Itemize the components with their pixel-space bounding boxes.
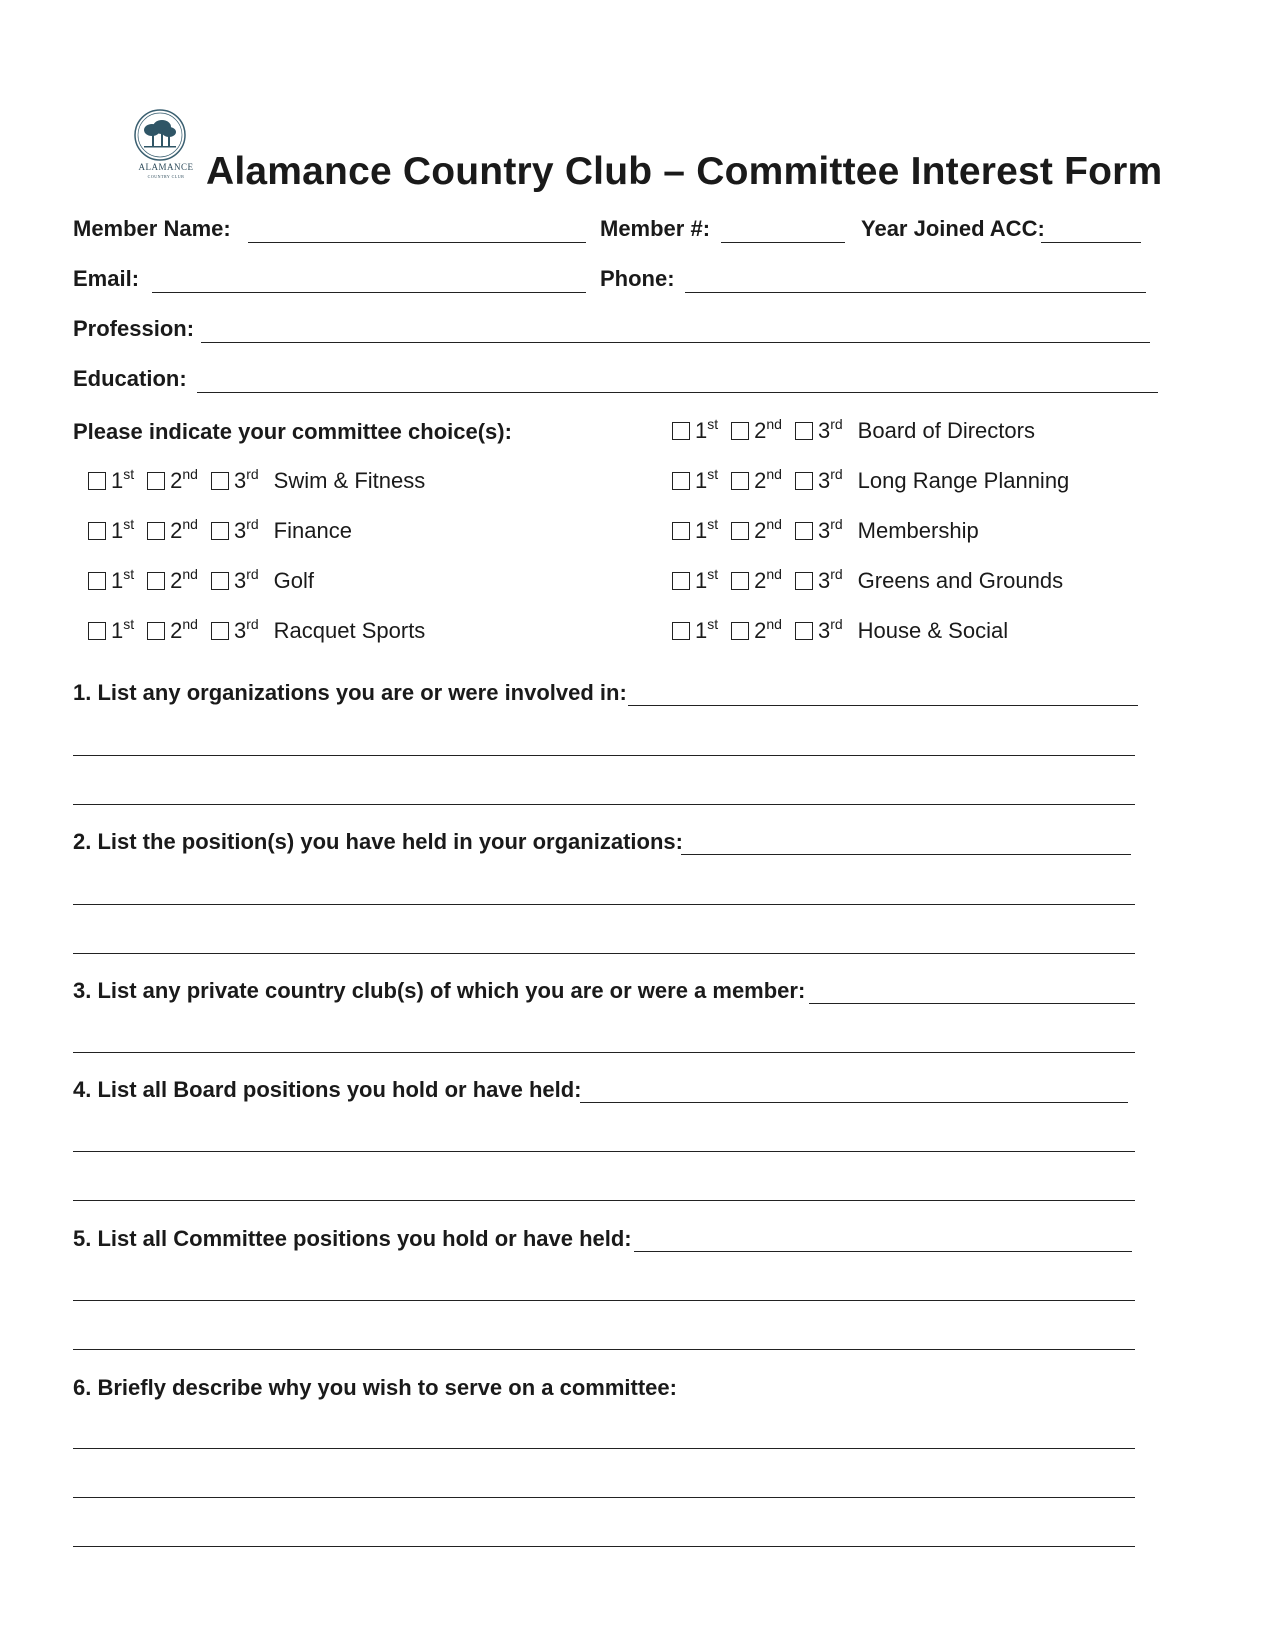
rank-number: 1 [111, 518, 124, 543]
rank-checkbox[interactable] [795, 472, 813, 490]
rank-option[interactable] [211, 466, 259, 496]
rank-checkbox[interactable] [731, 422, 749, 440]
rank-checkbox[interactable] [731, 622, 749, 640]
rank-checkbox[interactable] [731, 522, 749, 540]
rank-suffix: rd [246, 516, 259, 532]
rank-checkbox[interactable] [795, 422, 813, 440]
rank-checkbox[interactable] [211, 522, 229, 540]
page-title: Alamance Country Club – Committee Interest Form [206, 150, 1163, 193]
q5-answer-line[interactable] [634, 1251, 1132, 1252]
rank-suffix: nd [766, 416, 782, 432]
rank-option[interactable] [672, 616, 718, 646]
member-name-field[interactable] [248, 242, 586, 243]
rank-number: 3 [817, 568, 831, 593]
question-5: 5. List all Committee positions you hold or have held: [73, 1226, 632, 1251]
rank-number: 3 [233, 568, 247, 593]
rank-checkbox[interactable] [731, 572, 749, 590]
rank-checkbox[interactable] [211, 572, 229, 590]
rank-suffix: st [123, 616, 135, 632]
committee-row [672, 416, 1035, 446]
q1-answer-line[interactable] [73, 755, 1135, 756]
committee-row [672, 566, 1063, 596]
q3-answer-line[interactable] [73, 1052, 1135, 1053]
rank-option[interactable] [731, 566, 782, 596]
q5-answer-line[interactable] [73, 1349, 1135, 1350]
rank-number: 1 [111, 468, 124, 493]
rank-checkbox[interactable] [88, 472, 106, 490]
rank-suffix: st [123, 466, 135, 482]
logo-wordmark: ALAMANCE [138, 162, 194, 172]
rank-option[interactable] [795, 566, 843, 596]
rank-option[interactable] [672, 466, 718, 496]
rank-suffix: st [707, 466, 719, 482]
committee-row [88, 616, 425, 646]
q1-answer-line[interactable] [628, 705, 1138, 706]
rank-number: 1 [695, 418, 708, 443]
rank-checkbox[interactable] [795, 622, 813, 640]
rank-suffix: nd [766, 516, 782, 532]
rank-number: 2 [754, 618, 767, 643]
rank-option[interactable] [795, 466, 843, 496]
rank-option[interactable] [731, 516, 782, 546]
rank-checkbox[interactable] [147, 622, 165, 640]
email-label: Email: [73, 266, 140, 291]
rank-suffix: rd [830, 616, 843, 632]
rank-number: 3 [817, 618, 831, 643]
rank-number: 1 [695, 468, 708, 493]
rank-number: 2 [754, 418, 767, 443]
logo-subtext: COUNTRY CLUB [147, 174, 185, 179]
rank-checkbox[interactable] [88, 572, 106, 590]
committee-prompt: Please indicate your committee choice(s): [73, 419, 512, 444]
rank-suffix: st [123, 516, 135, 532]
rank-number: 2 [754, 468, 767, 493]
rank-checkbox[interactable] [672, 472, 690, 490]
rank-suffix: st [707, 616, 719, 632]
rank-option[interactable] [731, 466, 782, 496]
rank-suffix: nd [766, 616, 782, 632]
year-joined-label: Year Joined ACC: [861, 216, 1045, 241]
rank-option[interactable] [672, 566, 718, 596]
year-joined-field[interactable] [1041, 242, 1141, 243]
rank-checkbox[interactable] [795, 572, 813, 590]
question-1: 1. List any organizations you are or were involved in: [73, 680, 627, 705]
q2-answer-line[interactable] [73, 953, 1135, 954]
rank-suffix: rd [830, 566, 843, 582]
rank-number: 3 [233, 618, 247, 643]
rank-option[interactable] [147, 566, 198, 596]
committee-row [88, 566, 314, 596]
rank-option[interactable] [88, 516, 134, 546]
email-field[interactable] [152, 292, 586, 293]
rank-suffix: st [707, 516, 719, 532]
rank-option[interactable] [672, 516, 718, 546]
rank-option[interactable] [731, 416, 782, 446]
rank-number: 1 [111, 618, 124, 643]
rank-checkbox[interactable] [147, 572, 165, 590]
committee-name: Finance [273, 518, 352, 543]
rank-suffix: st [707, 416, 719, 432]
rank-number: 2 [170, 518, 183, 543]
rank-checkbox[interactable] [211, 622, 229, 640]
rank-option[interactable] [88, 466, 134, 496]
committee-name: Swim & Fitness [273, 468, 426, 493]
question-6: 6. Briefly describe why you wish to serve on a committee: [73, 1375, 677, 1400]
phone-label: Phone: [600, 266, 675, 291]
profession-field[interactable] [201, 342, 1150, 343]
rank-suffix: nd [182, 616, 198, 632]
rank-suffix: nd [766, 466, 782, 482]
rank-suffix: st [707, 566, 719, 582]
rank-number: 2 [170, 618, 183, 643]
rank-option[interactable] [211, 616, 259, 646]
rank-checkbox[interactable] [147, 472, 165, 490]
profession-label: Profession: [73, 316, 195, 341]
question-2: 2. List the position(s) you have held in your organizations: [73, 829, 683, 854]
rank-option[interactable] [795, 416, 843, 446]
rank-checkbox[interactable] [795, 522, 813, 540]
rank-number: 3 [817, 518, 831, 543]
rank-number: 1 [695, 518, 708, 543]
committee-name: Long Range Planning [857, 468, 1070, 493]
rank-checkbox[interactable] [672, 522, 690, 540]
rank-number: 2 [754, 518, 767, 543]
committee-row [88, 466, 425, 496]
q4-answer-line[interactable] [73, 1200, 1135, 1201]
committee-name: Golf [273, 568, 315, 593]
rank-number: 2 [170, 568, 183, 593]
rank-suffix: rd [246, 466, 259, 482]
committee-row [672, 616, 1008, 646]
rank-suffix: nd [766, 566, 782, 582]
rank-suffix: rd [830, 416, 843, 432]
rank-option[interactable] [88, 616, 134, 646]
member-number-label: Member #: [600, 216, 711, 241]
education-field[interactable] [197, 392, 1158, 393]
committee-name: Greens and Grounds [857, 568, 1064, 593]
rank-suffix: rd [246, 616, 259, 632]
rank-option[interactable] [795, 616, 843, 646]
rank-number: 1 [111, 568, 124, 593]
rank-suffix: rd [246, 566, 259, 582]
rank-number: 1 [695, 568, 708, 593]
question-3: 3. List any private country club(s) of which you are or were a member: [73, 978, 806, 1003]
committee-name: Membership [857, 518, 979, 543]
rank-option[interactable] [147, 616, 198, 646]
rank-option[interactable] [211, 566, 259, 596]
committee-name: House & Social [857, 618, 1009, 643]
rank-option[interactable] [147, 466, 198, 496]
q3-answer-line[interactable] [809, 1003, 1135, 1004]
rank-suffix: nd [182, 516, 198, 532]
rank-number: 3 [233, 468, 247, 493]
committee-row [672, 516, 979, 546]
rank-option[interactable] [147, 516, 198, 546]
q2-answer-line[interactable] [73, 904, 1135, 905]
rank-checkbox[interactable] [672, 622, 690, 640]
q6-answer-line[interactable] [73, 1546, 1135, 1547]
committee-name: Racquet Sports [273, 618, 426, 643]
rank-suffix: st [123, 566, 135, 582]
rank-suffix: rd [830, 466, 843, 482]
club-logo [130, 108, 202, 186]
rank-option[interactable] [672, 416, 718, 446]
rank-suffix: nd [182, 466, 198, 482]
rank-option[interactable] [731, 616, 782, 646]
rank-checkbox[interactable] [211, 472, 229, 490]
rank-number: 3 [817, 418, 831, 443]
q1-answer-line[interactable] [73, 804, 1135, 805]
rank-number: 2 [754, 568, 767, 593]
tree-emblem-icon [130, 108, 202, 164]
rank-suffix: nd [182, 566, 198, 582]
rank-checkbox[interactable] [88, 622, 106, 640]
q6-answer-line[interactable] [73, 1448, 1135, 1449]
q6-answer-line[interactable] [73, 1497, 1135, 1498]
rank-option[interactable] [795, 516, 843, 546]
rank-number: 1 [695, 618, 708, 643]
phone-field[interactable] [685, 292, 1146, 293]
rank-number: 3 [817, 468, 831, 493]
rank-number: 3 [233, 518, 247, 543]
rank-option[interactable] [88, 566, 134, 596]
rank-checkbox[interactable] [672, 422, 690, 440]
rank-checkbox[interactable] [672, 572, 690, 590]
committee-row [88, 516, 352, 546]
q2-answer-line[interactable] [681, 854, 1131, 855]
q4-answer-line[interactable] [580, 1102, 1128, 1103]
member-number-field[interactable] [721, 242, 845, 243]
question-4: 4. List all Board positions you hold or have held: [73, 1077, 582, 1102]
q5-answer-line[interactable] [73, 1300, 1135, 1301]
rank-suffix: rd [830, 516, 843, 532]
rank-checkbox[interactable] [147, 522, 165, 540]
rank-checkbox[interactable] [731, 472, 749, 490]
committee-name: Board of Directors [857, 418, 1035, 443]
education-label: Education: [73, 366, 187, 391]
q4-answer-line[interactable] [73, 1151, 1135, 1152]
committee-row [672, 466, 1069, 496]
member-name-label: Member Name: [73, 216, 231, 241]
rank-option[interactable] [211, 516, 259, 546]
rank-checkbox[interactable] [88, 522, 106, 540]
rank-number: 2 [170, 468, 183, 493]
